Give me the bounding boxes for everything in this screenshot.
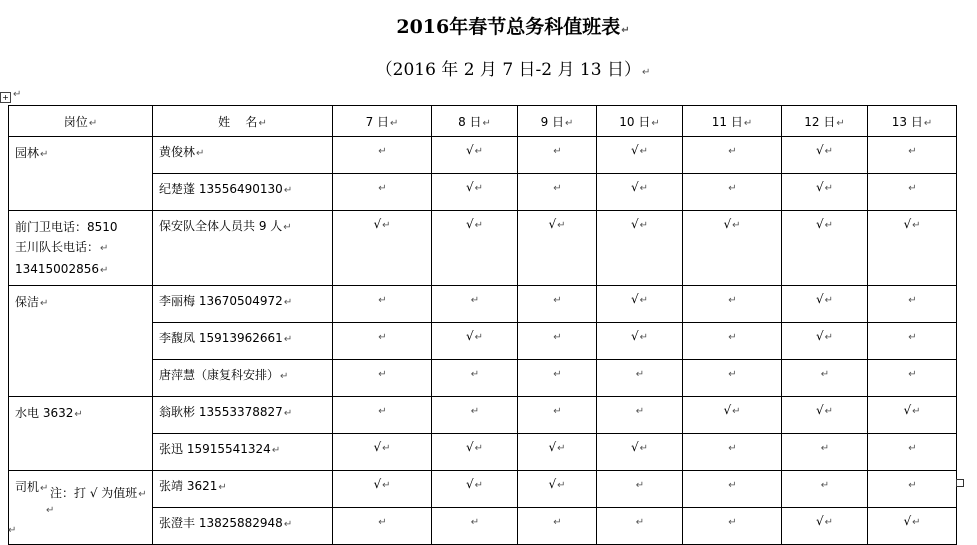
header-day — [597, 106, 683, 137]
header-day — [432, 106, 518, 137]
check-mark-icon: √ — [548, 217, 557, 231]
duty-cell — [518, 397, 597, 434]
paragraph-mark-icon: ↵ — [728, 332, 737, 343]
duty-cell — [432, 471, 518, 508]
paragraph-mark-icon: ↵ — [639, 146, 649, 157]
check-mark-icon: √ — [903, 514, 912, 528]
paragraph-mark-icon: ↵ — [565, 117, 574, 129]
name-text: 李馥凤 15913962661 — [159, 331, 283, 345]
paragraph-mark-icon: ↵ — [728, 480, 737, 491]
duty-cell — [683, 174, 782, 211]
check-mark-icon: √ — [815, 403, 824, 417]
paragraph-mark-icon: ↵ — [908, 295, 917, 306]
duty-cell — [432, 508, 518, 545]
position-cell — [9, 397, 153, 471]
duty-cell — [432, 174, 518, 211]
paragraph-mark-icon: ↵ — [474, 183, 484, 194]
paragraph-mark-icon: ↵ — [378, 517, 387, 528]
paragraph-mark-icon: ↵ — [283, 297, 293, 308]
paragraph-mark-icon: ↵ — [553, 183, 562, 194]
check-mark-icon: √ — [815, 143, 824, 157]
paragraph-mark-icon: ↵ — [474, 146, 484, 157]
name-cell — [153, 471, 333, 508]
paragraph-mark-icon: ↵ — [378, 332, 387, 343]
check-mark-icon: √ — [373, 217, 382, 231]
check-mark-icon: √ — [630, 143, 639, 157]
duty-cell — [333, 397, 432, 434]
paragraph-mark-icon: ↵ — [908, 369, 917, 380]
paragraph-mark-icon: ↵ — [743, 117, 753, 129]
paragraph-mark-icon: ↵ — [382, 480, 391, 491]
duty-cell — [868, 397, 957, 434]
duty-cell — [782, 211, 868, 286]
name-cell — [153, 211, 333, 286]
header-day-label: 10 日 — [619, 114, 651, 129]
duty-cell — [782, 397, 868, 434]
duty-cell — [597, 397, 683, 434]
table-note — [50, 484, 147, 501]
duty-cell — [868, 286, 957, 323]
check-mark-icon: √ — [630, 329, 639, 343]
check-mark-icon: √ — [723, 403, 732, 417]
duty-cell — [597, 434, 683, 471]
paragraph-mark-icon: ↵ — [100, 243, 109, 254]
paragraph-mark-icon: ↵ — [271, 445, 281, 456]
position-line — [15, 403, 152, 425]
check-mark-icon: √ — [815, 292, 824, 306]
name-cell — [153, 174, 333, 211]
paragraph-mark-icon: ↵ — [474, 332, 484, 343]
paragraph-mark-icon: ↵ — [728, 183, 737, 194]
header-day-label: 9 日 — [540, 114, 565, 129]
name-cell — [153, 286, 333, 323]
paragraph-mark-icon: ↵ — [824, 295, 834, 306]
paragraph-mark-icon: ↵ — [728, 443, 737, 454]
paragraph-mark-icon: ↵ — [74, 409, 83, 420]
table-row — [9, 286, 957, 323]
paragraph-mark-icon: ↵ — [824, 183, 834, 194]
paragraph-mark-icon: ↵ — [470, 295, 480, 306]
paragraph-mark-icon: ↵ — [820, 443, 830, 454]
position-text: 水电 3632 — [15, 406, 74, 420]
check-mark-icon: √ — [630, 180, 639, 194]
check-mark-icon: √ — [548, 477, 557, 491]
header-day — [868, 106, 957, 137]
paragraph-mark-icon: ↵ — [470, 406, 480, 417]
paragraph-mark-icon: ↵ — [474, 220, 484, 231]
header-day-label: 7 日 — [365, 114, 390, 129]
table-move-handle-icon[interactable]: + — [0, 92, 11, 103]
title-text: 2016年春节总务科值班表 — [396, 16, 621, 38]
duty-cell — [683, 508, 782, 545]
header-row — [9, 106, 957, 137]
paragraph-mark-icon: ↵ — [283, 222, 292, 233]
paragraph-mark-icon: ↵ — [553, 146, 562, 157]
position-cell — [9, 211, 153, 286]
duty-cell — [782, 360, 868, 397]
position-text: 王川队长电话： — [15, 240, 100, 254]
duty-cell — [868, 508, 957, 545]
paragraph-mark-icon: ↵ — [40, 298, 49, 309]
paragraph-mark-icon: ↵ — [728, 369, 737, 380]
position-text: 园林 — [15, 146, 40, 160]
header-day — [518, 106, 597, 137]
paragraph-mark-icon: ↵ — [824, 406, 834, 417]
duty-cell — [597, 508, 683, 545]
paragraph-mark-icon: ↵ — [639, 443, 649, 454]
note-text: 注：打 √ 为值班 — [50, 486, 138, 500]
name-text: 翁耿彬 13553378827 — [159, 405, 283, 419]
check-mark-icon: √ — [630, 292, 639, 306]
check-mark-icon: √ — [903, 403, 912, 417]
duty-cell — [683, 137, 782, 174]
paragraph-mark-icon: ↵ — [820, 369, 830, 380]
paragraph-mark-icon: ↵ — [280, 371, 289, 382]
header-position-label: 岗位 — [63, 114, 88, 129]
duty-cell — [518, 471, 597, 508]
duty-cell — [333, 360, 432, 397]
position-cell — [9, 471, 153, 545]
name-text: 张靖 3621 — [159, 479, 218, 493]
paragraph-mark-icon: ↵ — [378, 146, 387, 157]
paragraph-mark-icon: ↵ — [908, 443, 917, 454]
position-line — [15, 259, 152, 281]
paragraph-mark-icon: ↵ — [639, 183, 649, 194]
header-day — [683, 106, 782, 137]
paragraph-mark-icon: ↵ — [728, 146, 737, 157]
paragraph-mark-icon: ↵ — [651, 117, 660, 129]
duty-cell — [683, 286, 782, 323]
header-position — [9, 106, 153, 137]
duty-cell — [597, 286, 683, 323]
position-line — [15, 237, 152, 259]
duty-cell — [782, 137, 868, 174]
paragraph-mark-icon: ↵ — [912, 220, 921, 231]
name-text: 唐萍慧（康复科安排） — [159, 368, 280, 382]
name-cell — [153, 360, 333, 397]
duty-cell — [782, 286, 868, 323]
document-subtitle — [0, 55, 977, 80]
duty-cell — [782, 323, 868, 360]
duty-cell — [597, 174, 683, 211]
duty-cell — [782, 508, 868, 545]
paragraph-mark-icon: ↵ — [824, 220, 834, 231]
check-mark-icon: √ — [465, 477, 474, 491]
paragraph-mark-icon: ↵ — [470, 517, 480, 528]
paragraph-mark-icon: ↵ — [728, 517, 737, 528]
header-day-label: 8 日 — [458, 114, 482, 129]
name-text: 张迅 15915541324 — [159, 442, 271, 456]
paragraph-mark-icon: ↵ — [378, 295, 387, 306]
header-day-label: 12 日 — [804, 114, 836, 129]
paragraph-mark-icon: ↵ — [196, 148, 205, 159]
check-mark-icon: √ — [373, 440, 382, 454]
paragraph-mark-icon: ↵ — [474, 443, 484, 454]
paragraph-mark-icon: ↵ — [378, 183, 387, 194]
check-mark-icon: √ — [465, 180, 474, 194]
paragraph-mark-icon: ↵ — [621, 25, 630, 36]
duty-cell — [868, 360, 957, 397]
paragraph-mark-icon: ↵ — [382, 443, 391, 454]
paragraph-mark-icon: ↵ — [13, 89, 22, 100]
paragraph-mark-icon: ↵ — [283, 185, 293, 196]
paragraph-mark-icon: ↵ — [728, 295, 737, 306]
duty-cell — [432, 434, 518, 471]
duty-cell — [333, 323, 432, 360]
duty-cell — [868, 323, 957, 360]
position-line — [15, 217, 152, 237]
paragraph-mark-icon: ↵ — [908, 480, 917, 491]
duty-cell — [432, 360, 518, 397]
check-mark-icon: √ — [465, 329, 474, 343]
check-mark-icon: √ — [548, 440, 557, 454]
duty-cell — [333, 174, 432, 211]
paragraph-mark-icon: ↵ — [635, 369, 645, 380]
paragraph-mark-icon: ↵ — [635, 517, 645, 528]
paragraph-mark-icon: ↵ — [40, 483, 49, 494]
header-name-label: 姓 名 — [218, 114, 258, 129]
duty-cell — [518, 286, 597, 323]
paragraph-mark-icon: ↵ — [923, 117, 933, 129]
paragraph-mark-icon: ↵ — [824, 517, 834, 528]
paragraph-mark-icon: ↵ — [639, 220, 649, 231]
paragraph-mark-icon: ↵ — [378, 369, 387, 380]
duty-cell — [432, 323, 518, 360]
check-mark-icon: √ — [465, 440, 474, 454]
header-day — [782, 106, 868, 137]
paragraph-mark-icon: ↵ — [553, 369, 562, 380]
duty-cell — [518, 211, 597, 286]
paragraph-mark-icon: ↵ — [641, 67, 651, 78]
duty-schedule-table — [8, 105, 957, 545]
paragraph-mark-icon: ↵ — [635, 480, 645, 491]
duty-cell — [518, 434, 597, 471]
duty-cell — [868, 174, 957, 211]
paragraph-mark-icon: ↵ — [824, 332, 834, 343]
check-mark-icon: √ — [815, 217, 824, 231]
check-mark-icon: √ — [815, 329, 824, 343]
paragraph-mark-icon: ↵ — [836, 117, 845, 129]
check-mark-icon: √ — [630, 440, 639, 454]
duty-cell — [333, 434, 432, 471]
paragraph-mark-icon: ↵ — [283, 334, 293, 345]
check-mark-icon: √ — [373, 477, 382, 491]
duty-cell — [782, 471, 868, 508]
duty-cell — [868, 137, 957, 174]
position-line — [15, 143, 152, 165]
paragraph-mark-icon: ↵ — [635, 406, 645, 417]
paragraph-mark-icon: ↵ — [557, 480, 566, 491]
duty-cell — [432, 137, 518, 174]
paragraph-mark-icon: ↵ — [8, 525, 17, 536]
duty-cell — [868, 211, 957, 286]
duty-cell — [333, 471, 432, 508]
name-text: 保安队全体人员共 9 人 — [159, 219, 283, 233]
check-mark-icon: √ — [465, 217, 474, 231]
paragraph-mark-icon: ↵ — [732, 220, 741, 231]
name-cell — [153, 434, 333, 471]
duty-cell — [597, 137, 683, 174]
paragraph-mark-icon: ↵ — [553, 332, 562, 343]
paragraph-mark-icon: ↵ — [553, 517, 562, 528]
duty-cell — [597, 471, 683, 508]
duty-cell — [432, 286, 518, 323]
paragraph-mark-icon: ↵ — [218, 482, 227, 493]
table-row — [9, 211, 957, 286]
name-cell — [153, 137, 333, 174]
paragraph-mark-icon: ↵ — [470, 369, 480, 380]
position-text: 13415002856 — [15, 262, 99, 276]
duty-cell — [597, 360, 683, 397]
duty-cell — [518, 508, 597, 545]
paragraph-mark-icon: ↵ — [482, 117, 491, 129]
check-mark-icon: √ — [630, 217, 639, 231]
name-cell — [153, 323, 333, 360]
name-text: 黄俊林 — [159, 145, 196, 159]
paragraph-mark-icon: ↵ — [732, 406, 741, 417]
table-row — [9, 471, 957, 508]
paragraph-mark-icon: ↵ — [824, 146, 834, 157]
paragraph-mark-icon: ↵ — [908, 183, 917, 194]
paragraph-mark-icon: ↵ — [908, 146, 917, 157]
duty-cell — [333, 137, 432, 174]
paragraph-mark-icon: ↵ — [88, 117, 98, 129]
duty-cell — [782, 434, 868, 471]
position-cell — [9, 286, 153, 397]
paragraph-mark-icon: ↵ — [557, 220, 566, 231]
name-cell — [153, 508, 333, 545]
paragraph-mark-icon: ↵ — [474, 480, 484, 491]
position-text: 保洁 — [15, 295, 40, 309]
duty-cell — [333, 286, 432, 323]
duty-cell — [518, 137, 597, 174]
table-row — [9, 397, 957, 434]
paragraph-mark-icon: ↵ — [820, 480, 830, 491]
duty-cell — [868, 434, 957, 471]
duty-cell — [432, 211, 518, 286]
paragraph-mark-icon: ↵ — [912, 517, 921, 528]
header-name — [153, 106, 333, 137]
paragraph-mark-icon: ↵ — [912, 406, 921, 417]
duty-cell — [868, 471, 957, 508]
position-text: 司机 — [15, 480, 40, 494]
check-mark-icon: √ — [903, 217, 912, 231]
paragraph-mark-icon: ↵ — [378, 406, 387, 417]
paragraph-mark-icon: ↵ — [553, 406, 562, 417]
duty-cell — [597, 211, 683, 286]
duty-cell — [518, 360, 597, 397]
paragraph-mark-icon: ↵ — [258, 117, 267, 129]
paragraph-mark-icon: ↵ — [138, 489, 147, 500]
name-cell — [153, 397, 333, 434]
paragraph-mark-icon: ↵ — [40, 149, 49, 160]
header-day-label: 13 日 — [891, 114, 923, 129]
paragraph-mark-icon: ↵ — [639, 295, 649, 306]
paragraph-mark-icon: ↵ — [99, 265, 109, 276]
table-resize-handle[interactable] — [956, 479, 964, 487]
paragraph-mark-icon: ↵ — [557, 443, 566, 454]
table-row — [9, 137, 957, 174]
duty-cell — [683, 360, 782, 397]
check-mark-icon: √ — [815, 180, 824, 194]
duty-cell — [683, 471, 782, 508]
name-text: 张澄丰 13825882948 — [159, 516, 283, 530]
subtitle-text: （2016 年 2 月 7 日-2 月 13 日） — [375, 60, 641, 80]
paragraph-mark-icon: ↵ — [639, 332, 649, 343]
check-mark-icon: √ — [465, 143, 474, 157]
duty-cell — [333, 211, 432, 286]
position-text: 前门卫电话：8510 — [15, 220, 118, 234]
duty-cell — [597, 323, 683, 360]
duty-cell — [518, 174, 597, 211]
header-day-label: 11 日 — [711, 114, 743, 129]
duty-cell — [683, 397, 782, 434]
check-mark-icon: √ — [815, 514, 824, 528]
header-day — [333, 106, 432, 137]
duty-cell — [683, 323, 782, 360]
check-mark-icon: √ — [723, 217, 732, 231]
name-text: 纪楚蓬 13556490130 — [159, 182, 283, 196]
duty-cell — [432, 397, 518, 434]
paragraph-mark-icon: ↵ — [553, 295, 562, 306]
name-text: 李丽梅 13670504972 — [159, 294, 283, 308]
paragraph-mark-icon: ↵ — [283, 519, 293, 530]
duty-cell — [518, 323, 597, 360]
paragraph-mark-icon: ↵ — [390, 117, 399, 129]
duty-cell — [333, 508, 432, 545]
paragraph-mark-icon: ↵ — [908, 332, 917, 343]
position-cell — [9, 137, 153, 211]
duty-cell — [782, 174, 868, 211]
position-line — [15, 292, 152, 314]
paragraph-mark-icon: ↵ — [382, 220, 391, 231]
duty-cell — [683, 211, 782, 286]
paragraph-mark-icon: ↵ — [46, 505, 55, 516]
document-title — [0, 12, 977, 39]
duty-cell — [683, 434, 782, 471]
paragraph-mark-icon: ↵ — [283, 408, 293, 419]
